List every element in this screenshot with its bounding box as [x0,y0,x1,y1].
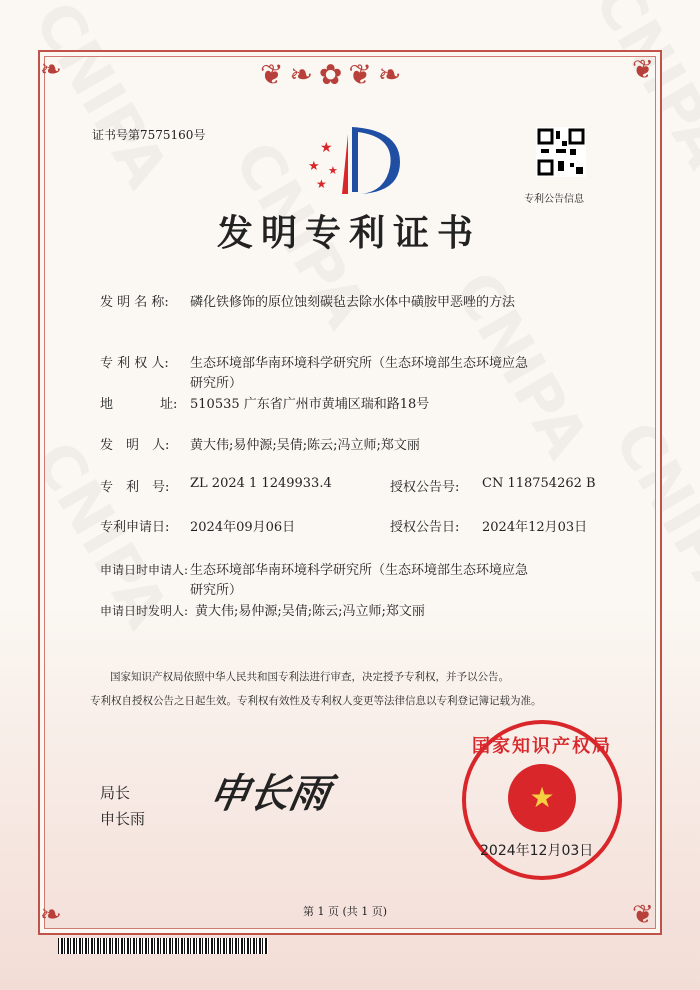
top-ornament: ❦❧✿❦❧ [260,58,408,91]
certificate-number: 证书号第7575160号 [92,128,206,142]
patentee-cont: 研究所） [190,376,243,391]
patent-number-label: 专 利 号: [100,480,170,495]
svg-text:★: ★ [320,140,333,156]
svg-text:★: ★ [308,159,320,174]
notice-line-2: 专利权自授权公告之日起生效。专利权有效性及专利权人变更等法律信息以专利登记簿记载为准。 [90,695,542,707]
svg-text:★: ★ [328,164,338,177]
patent-number: ZL 2024 1 1249933.4 [190,476,332,491]
corner-ornament: ❧ [40,55,62,85]
corner-ornament: ❧ [40,900,62,930]
seal-text: 国家知识产权局 [472,736,612,757]
page-title: 发明专利证书 [217,213,482,254]
invention-name-label: 发 明 名 称: [100,295,169,310]
applicant-cont: 研究所） [190,583,243,598]
notice-line-1: 国家知识产权局依照中华人民共和国专利法进行审查，决定授予专利权，并予以公告。 [110,671,509,683]
qr-code[interactable] [536,127,586,177]
address-label: 址: [160,397,178,412]
seal-date: 2024年12月03日 [480,843,594,859]
svg-text:★: ★ [316,177,327,191]
publication-date: 2024年12月03日 [482,520,588,535]
applicant-label: 申请日时申请人: [100,563,189,577]
publication-date-label: 授权公告日: [390,520,460,535]
application-date: 2024年09月06日 [190,520,296,535]
corner-ornament: ❦ [632,900,654,930]
page-number: 第 1 页 (共 1 页) [303,905,388,918]
inventor-label: 发 明 人: [100,438,170,453]
director-title: 局长 [100,784,131,802]
corner-ornament: ❦ [632,55,654,85]
applicant: 生态环境部华南环境科学研究所（生态环境部生态环境应急 [190,563,529,578]
patentee-label: 专 利 权 人: [100,356,169,371]
signature: 申长雨 [205,770,334,817]
publication-number: CN 118754262 B [482,476,596,491]
director-name: 申长雨 [100,810,146,828]
national-emblem-icon: ★ [508,764,576,832]
cnipa-logo [300,122,410,197]
invention-name: 磷化铁修饰的原位蚀刻碳毡去除水体中磺胺甲恶唑的方法 [190,295,516,310]
application-date-label: 专利申请日: [100,520,170,535]
publication-number-label: 授权公告号: [390,480,460,495]
address: 510535 广东省广州市黄埔区瑞和路18号 [190,397,430,412]
address-label: 地 [100,397,114,412]
qr-label: 专利公告信息 [524,194,584,205]
patentee: 生态环境部华南环境科学研究所（生态环境部生态环境应急 [190,356,529,371]
applicant-inventor-label: 申请日时发明人: [100,604,189,618]
applicant-inventors: 黄大伟;易仲源;吴倩;陈云;冯立师;郑文丽 [195,604,425,619]
inventors: 黄大伟;易仲源;吴倩;陈云;冯立师;郑文丽 [190,438,420,453]
barcode [58,938,268,954]
